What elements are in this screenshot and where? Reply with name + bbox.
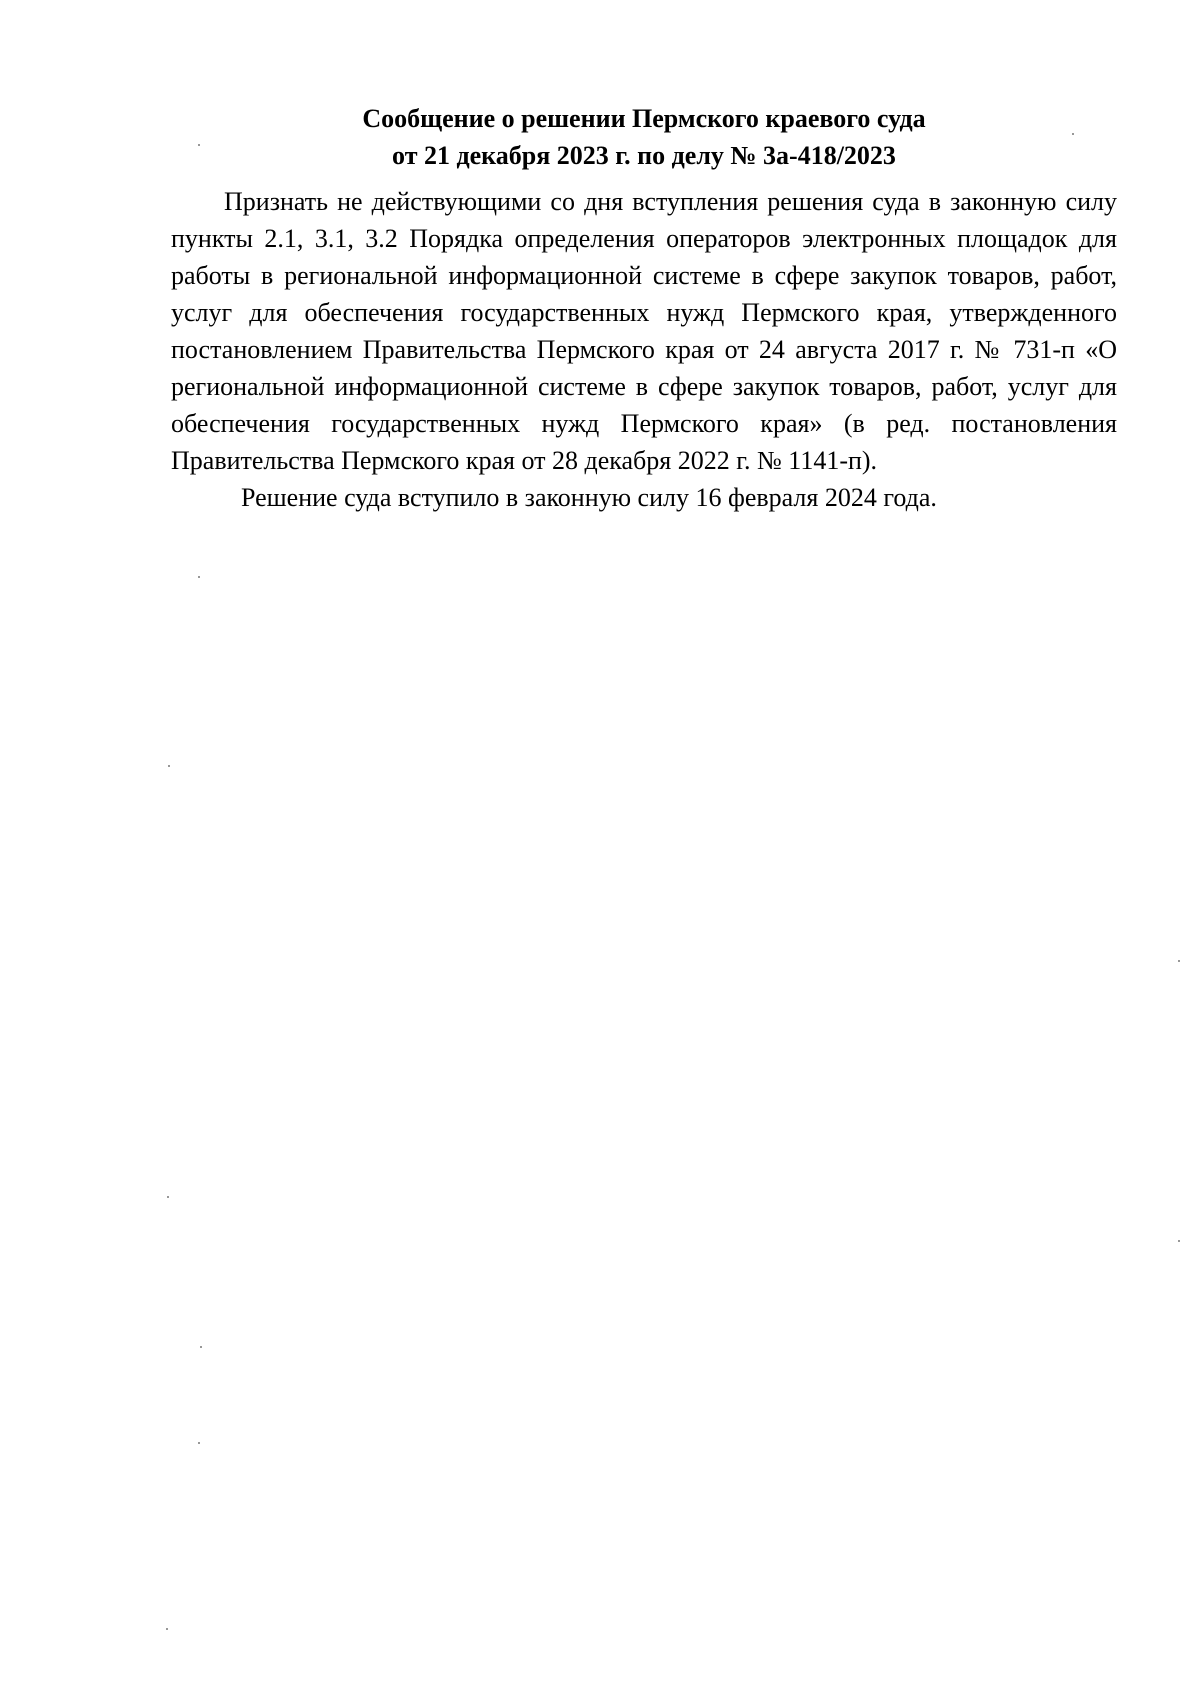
scan-speck	[167, 1196, 169, 1198]
document-body	[171, 100, 1117, 516]
scan-speck	[166, 1628, 168, 1630]
scan-speck	[198, 1442, 200, 1444]
document-title	[171, 100, 1117, 174]
scan-speck	[1178, 960, 1180, 962]
decision-paragraph: Признать не действующими со дня вступления решения суда в законную силу пункты 2.1, 3.1, 3.2 Порядка определения операторов электронных площадок для работы в региональной информационной системе в сфере закупок товаров, работ, услуг для обеспечения государственных нужд Пермского края, утвержденного постановлением Правительства Пермского края от 24 августа 2017 г. № 731-п «О региональной информационной системе в сфере закупок товаров, работ, услуг для обеспечения государственных нужд Пермского края» (в ред. постановления Правительства Пермского края от 28 декабря 2022 г. № 1141-п).	[171, 187, 1117, 475]
title-line-1: Сообщение о решении Пермского краевого суда	[362, 104, 926, 133]
scan-speck	[168, 765, 170, 767]
scan-speck	[1178, 1240, 1180, 1242]
scan-speck	[200, 1346, 202, 1348]
title-line-2: от 21 декабря 2023 г. по делу № 3а-418/2023	[392, 141, 896, 170]
scan-speck	[198, 576, 200, 578]
effective-date-paragraph: Решение суда вступило в законную силу 16 февраля 2024 года.	[241, 483, 937, 512]
